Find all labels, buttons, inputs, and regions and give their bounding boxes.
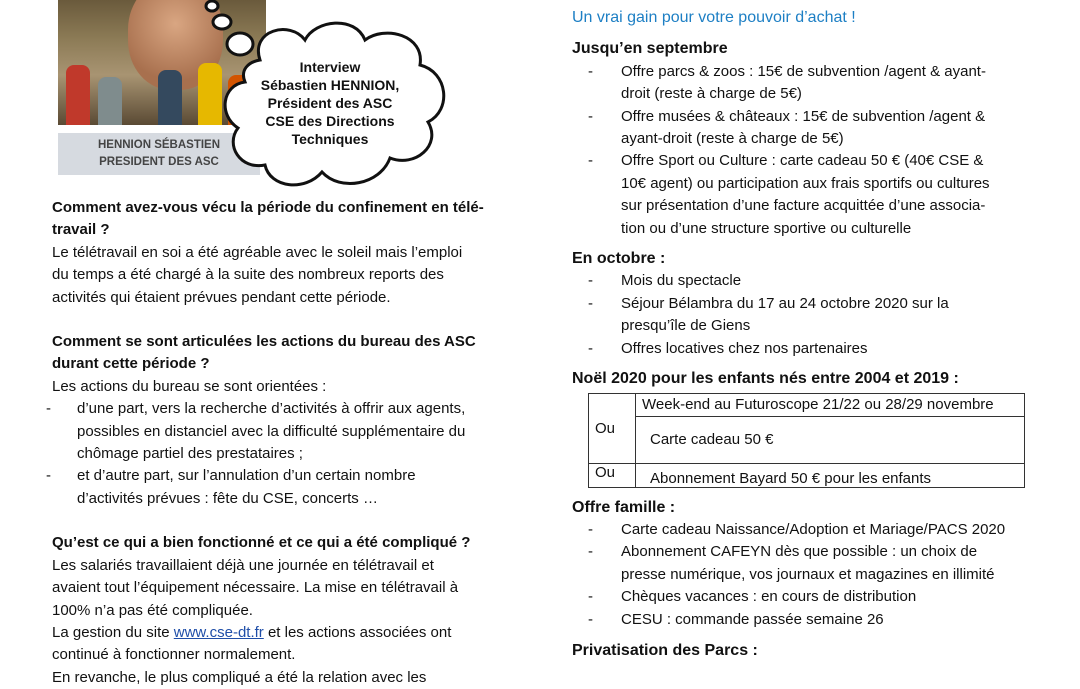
list-item: - Séjour Bélambra du 17 au 24 octobre 2020 sur la presqu’île de Giens bbox=[572, 293, 1042, 338]
answer-1: Le télétravail en soi a été agréable avec le soleil mais l’emploi du temps a été chargé à la suite des nombreux reports des activités qui étaient prévues pendant cette période. bbox=[52, 243, 463, 306]
noel-option: Abonnement Bayard 50 € pour les enfants bbox=[636, 463, 1025, 487]
website-link[interactable]: www.cse-dt.fr bbox=[173, 623, 264, 641]
list-item: - CESU : commande passée semaine 26 bbox=[572, 609, 1042, 631]
offers-subtitle: Un vrai gain pour votre pouvoir d’achat ! bbox=[572, 9, 856, 26]
list-item: - Carte cadeau Naissance/Adoption et Mariage/PACS 2020 bbox=[572, 519, 1042, 541]
list-item: - Offre parcs & zoos : 15€ de subvention /agent & ayant- droit (reste à charge de 5€) bbox=[572, 61, 1042, 106]
bubble-text bbox=[240, 58, 420, 148]
question-2: Comment se sont articulées les actions du bureau des ASC durant cette période ? bbox=[52, 333, 476, 373]
caption-line: PRESIDENT DES ASC bbox=[99, 156, 219, 168]
or-cell: Ou bbox=[589, 463, 636, 487]
bubble-line: CSE des Directions bbox=[265, 113, 395, 129]
bubble-line: Interview bbox=[299, 59, 361, 75]
microphone-icon bbox=[66, 65, 90, 125]
question-3: Qu’est ce qui a bien fonctionné et ce qui a été compliqué ? bbox=[52, 534, 471, 552]
bubble-line: Techniques bbox=[291, 131, 369, 147]
list-item: - Abonnement CAFEYN dès que possible : un choix de presse numérique, vos journaux et magazines en illimité bbox=[572, 541, 1042, 586]
bubble-line: Sébastien HENNION, bbox=[260, 77, 400, 93]
section-title-september: Jusqu’en septembre bbox=[572, 40, 728, 58]
list-item: - Chèques vacances : en cours de distribution bbox=[572, 586, 1042, 608]
list-item: - Offres locatives chez nos partenaires bbox=[572, 338, 1042, 360]
answer-5-partial: En revanche, le plus compliqué a été la relation avec les bbox=[52, 668, 427, 686]
list-item: - et d’autre part, sur l’annulation d’un certain nombre d’activités prévues : fête du CSE, concerts … bbox=[52, 465, 520, 510]
answer-2-intro: Les actions du bureau se sont orientées : bbox=[52, 377, 327, 395]
list-item: - Mois du spectacle bbox=[572, 270, 1042, 292]
answer-3: Les salariés travaillaient déjà une journée en télétravail et avaient tout l’équipement nécessaire. La mise en télétravail à 100% n’a pas été compliquée. bbox=[52, 556, 459, 619]
list-item: - Offre musées & châteaux : 15€ de subvention /agent & ayant-droit (reste à charge de 5€) bbox=[572, 106, 1042, 151]
caption-line: HENNION SÉBASTIEN bbox=[97, 139, 221, 151]
question-1: Comment avez-vous vécu la période du confinement en télé- travail ? bbox=[52, 199, 484, 239]
interview-body bbox=[52, 197, 520, 689]
answer-4: La gestion du site www.cse-dt.fr et les actions associées ont continué à fonctionner normalement. bbox=[52, 623, 452, 664]
section-title-privatisation: Privatisation des Parcs : bbox=[572, 641, 758, 659]
or-cell: Ou bbox=[589, 393, 636, 463]
offers-column bbox=[572, 7, 1042, 662]
section-title-famille: Offre famille : bbox=[572, 498, 676, 516]
noel-options-table bbox=[588, 393, 1025, 488]
microphone-icon bbox=[158, 70, 182, 125]
section-title-noel: Noël 2020 pour les enfants nés entre 2004 et 2019 : bbox=[572, 370, 959, 388]
noel-option: Carte cadeau 50 € bbox=[636, 416, 1025, 463]
noel-option: Week-end au Futuroscope 21/22 ou 28/29 novembre bbox=[636, 393, 1025, 416]
list-item: - d’une part, vers la recherche d’activités à offrir aux agents, possibles en distanciel avec la difficulté supplémentaire du chômage partiel des prestataires ; bbox=[52, 398, 520, 465]
list-item: - Offre Sport ou Culture : carte cadeau 50 € (40€ CSE & 10€ agent) ou participation aux frais sportifs ou cultures sur présentation d’une facture acquittée d’une associa- tion ou d’une structure sportive ou culturelle bbox=[572, 150, 1042, 240]
section-title-october: En octobre : bbox=[572, 250, 666, 268]
bubble-line: Président des ASC bbox=[267, 95, 393, 111]
microphone-icon bbox=[98, 77, 122, 125]
